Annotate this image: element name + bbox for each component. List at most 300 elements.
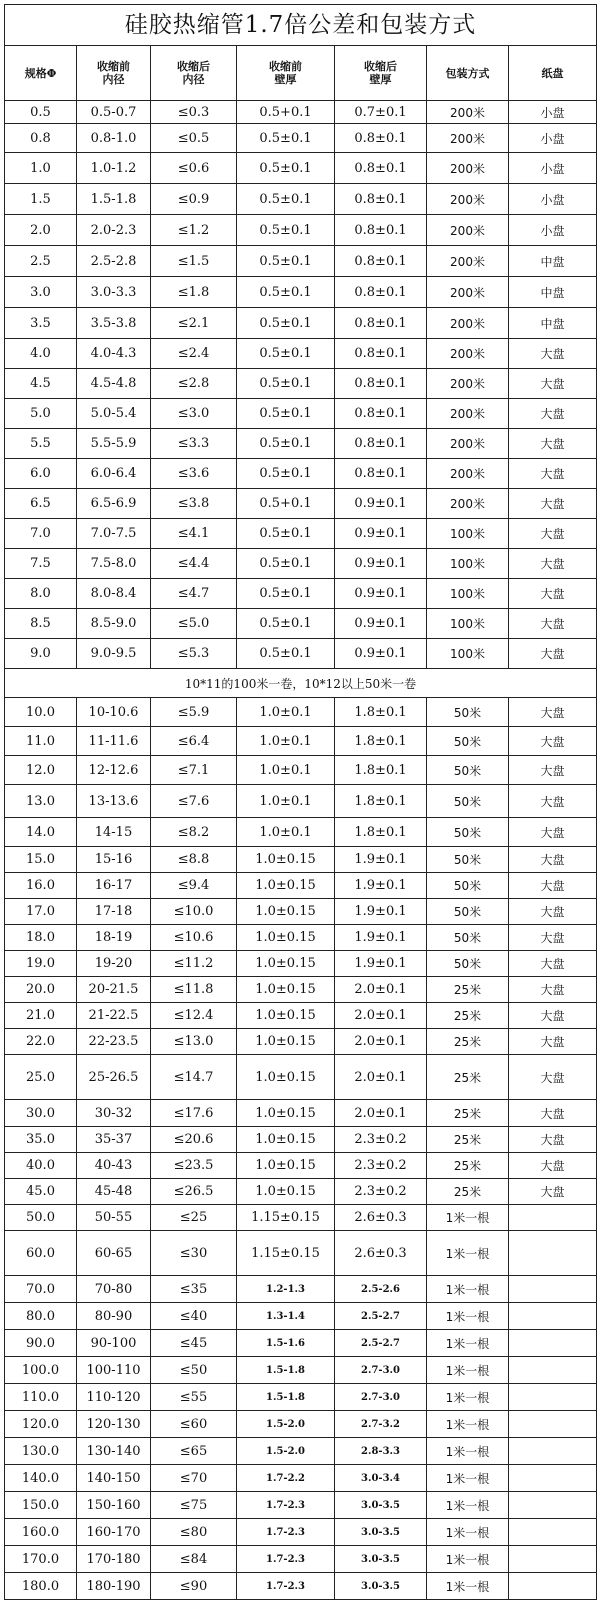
table-cell: 1.7-2.3 <box>237 1519 335 1546</box>
table-cell: 10-10.6 <box>77 698 151 727</box>
table-cell: 14-15 <box>77 818 151 847</box>
table-cell: 大盘 <box>509 785 597 818</box>
table-cell: 25米 <box>427 1100 509 1127</box>
table-row <box>5 1231 597 1276</box>
table-cell: 170-180 <box>77 1546 151 1573</box>
table-cell: 130.0 <box>5 1438 77 1465</box>
table-body <box>5 101 597 1600</box>
table-row <box>5 1303 597 1330</box>
table-cell: 0.8±0.1 <box>335 184 427 215</box>
table-cell: 180.0 <box>5 1573 77 1600</box>
table-cell: ≤10.6 <box>151 925 237 951</box>
table-cell: 11.0 <box>5 727 77 756</box>
spec-sheet <box>4 4 596 1600</box>
table-cell: 1.0±0.15 <box>237 899 335 925</box>
table-cell: 0.8±0.1 <box>335 429 427 459</box>
table-cell: 25米 <box>427 1179 509 1205</box>
table-row <box>5 698 597 727</box>
table-cell <box>509 1438 597 1465</box>
table-cell: 25.0 <box>5 1055 77 1100</box>
table-cell: 0.8±0.1 <box>335 215 427 246</box>
table-cell <box>509 1276 597 1303</box>
table-cell: 200米 <box>427 246 509 277</box>
table-cell: 大盘 <box>509 609 597 639</box>
table-cell: 1.9±0.1 <box>335 925 427 951</box>
table-cell: 0.9±0.1 <box>335 489 427 519</box>
column-header: 收缩后 内径 <box>151 46 237 101</box>
table-cell: 50米 <box>427 951 509 977</box>
table-cell: 1.0±0.1 <box>237 785 335 818</box>
table-cell: ≤55 <box>151 1384 237 1411</box>
table-cell: ≤1.5 <box>151 246 237 277</box>
table-cell: ≤3.0 <box>151 399 237 429</box>
table-cell: 7.5-8.0 <box>77 549 151 579</box>
table-cell: ≤45 <box>151 1330 237 1357</box>
table-row <box>5 1519 597 1546</box>
table-cell: 50米 <box>427 847 509 873</box>
table-row <box>5 1546 597 1573</box>
table-cell: 2.5-2.7 <box>335 1303 427 1330</box>
table-cell: ≤6.4 <box>151 727 237 756</box>
table-cell: 1米一根 <box>427 1330 509 1357</box>
table-cell: 50米 <box>427 727 509 756</box>
table-cell: ≤75 <box>151 1492 237 1519</box>
table-cell: 6.0-6.4 <box>77 459 151 489</box>
table-cell: 30.0 <box>5 1100 77 1127</box>
table-cell: 0.5±0.1 <box>237 609 335 639</box>
table-cell: 1.8±0.1 <box>335 818 427 847</box>
table-cell: 0.8±0.1 <box>335 246 427 277</box>
table-cell: 1.3-1.4 <box>237 1303 335 1330</box>
table-cell: 4.5 <box>5 369 77 399</box>
column-header: 收缩后 壁厚 <box>335 46 427 101</box>
table-cell <box>509 1492 597 1519</box>
table-cell: 1米一根 <box>427 1438 509 1465</box>
table-cell: 小盘 <box>509 153 597 184</box>
table-cell: 0.5+0.1 <box>237 101 335 124</box>
table-cell: 2.0±0.1 <box>335 977 427 1003</box>
table-cell: ≤5.9 <box>151 698 237 727</box>
table-cell: ≤1.8 <box>151 277 237 308</box>
table-cell: 1.0 <box>5 153 77 184</box>
table-cell: 50米 <box>427 818 509 847</box>
table-row <box>5 756 597 785</box>
table-cell: 6.5 <box>5 489 77 519</box>
table-cell: 1.5-1.6 <box>237 1330 335 1357</box>
table-cell: 1.7-2.3 <box>237 1573 335 1600</box>
table-cell: 7.0 <box>5 519 77 549</box>
table-cell: 0.5±0.1 <box>237 639 335 669</box>
table-cell <box>509 1357 597 1384</box>
table-cell: 3.0-3.5 <box>335 1492 427 1519</box>
table-row <box>5 1153 597 1179</box>
table-cell: 1.8±0.1 <box>335 727 427 756</box>
table-cell: 0.7±0.1 <box>335 101 427 124</box>
table-cell: 200米 <box>427 429 509 459</box>
table-cell: ≤3.3 <box>151 429 237 459</box>
column-header: 纸盘 <box>509 46 597 101</box>
table-row <box>5 1492 597 1519</box>
table-cell <box>509 1465 597 1492</box>
table-cell: 大盘 <box>509 727 597 756</box>
table-cell: 大盘 <box>509 399 597 429</box>
table-cell: 大盘 <box>509 756 597 785</box>
table-cell: ≤2.8 <box>151 369 237 399</box>
table-cell: ≤0.3 <box>151 101 237 124</box>
table-cell: 3.0-3.4 <box>335 1465 427 1492</box>
table-row <box>5 369 597 399</box>
table-cell: 200米 <box>427 153 509 184</box>
table-cell: 2.0±0.1 <box>335 1029 427 1055</box>
table-cell: 200米 <box>427 459 509 489</box>
table-cell: 0.8±0.1 <box>335 339 427 369</box>
table-cell: 0.5±0.1 <box>237 153 335 184</box>
table-cell: 150.0 <box>5 1492 77 1519</box>
table-cell: 200米 <box>427 184 509 215</box>
table-cell: ≤0.5 <box>151 124 237 153</box>
table-cell: 1米一根 <box>427 1411 509 1438</box>
table-cell: 25米 <box>427 1153 509 1179</box>
table-cell: 1.0±0.15 <box>237 1055 335 1100</box>
table-cell: 45.0 <box>5 1179 77 1205</box>
table-cell: 大盘 <box>509 489 597 519</box>
table-cell: 1.0±0.15 <box>237 847 335 873</box>
table-cell: 大盘 <box>509 925 597 951</box>
table-cell: 1.5-1.8 <box>237 1357 335 1384</box>
table-cell: 100-110 <box>77 1357 151 1384</box>
table-cell: 13-13.6 <box>77 785 151 818</box>
table-cell: 200米 <box>427 124 509 153</box>
table-cell: ≤25 <box>151 1205 237 1231</box>
table-cell: 0.5 <box>5 101 77 124</box>
table-cell: ≤0.9 <box>151 184 237 215</box>
table-cell: 1.0±0.15 <box>237 925 335 951</box>
table-cell: 3.0-3.5 <box>335 1546 427 1573</box>
page-title: 硅胶热缩管1.7倍公差和包装方式 <box>5 5 597 46</box>
table-cell: 0.9±0.1 <box>335 579 427 609</box>
table-cell: 0.9±0.1 <box>335 519 427 549</box>
table-cell: 2.5-2.6 <box>335 1276 427 1303</box>
table-row <box>5 847 597 873</box>
table-cell: ≤35 <box>151 1276 237 1303</box>
table-cell: 1.5-2.0 <box>237 1411 335 1438</box>
table-cell: 100米 <box>427 579 509 609</box>
table-cell: 20.0 <box>5 977 77 1003</box>
table-cell: 2.0±0.1 <box>335 1055 427 1100</box>
table-cell: 9.0-9.5 <box>77 639 151 669</box>
table-cell: 200米 <box>427 308 509 339</box>
table-cell: 200米 <box>427 277 509 308</box>
table-cell <box>509 1205 597 1231</box>
table-cell: 大盘 <box>509 873 597 899</box>
table-row <box>5 1276 597 1303</box>
table-cell: 1.0±0.15 <box>237 951 335 977</box>
table-cell: 0.8±0.1 <box>335 124 427 153</box>
table-cell: ≤8.8 <box>151 847 237 873</box>
table-row <box>5 639 597 669</box>
table-cell: 120-130 <box>77 1411 151 1438</box>
table-cell: 1米一根 <box>427 1303 509 1330</box>
table-cell: 1.0±0.15 <box>237 1003 335 1029</box>
table-cell: 小盘 <box>509 124 597 153</box>
table-cell: ≤4.4 <box>151 549 237 579</box>
table-cell: 0.9±0.1 <box>335 639 427 669</box>
table-cell: 14.0 <box>5 818 77 847</box>
table-cell: 1.0±0.15 <box>237 1029 335 1055</box>
table-cell: 35-37 <box>77 1127 151 1153</box>
table-cell: 9.0 <box>5 639 77 669</box>
table-row <box>5 549 597 579</box>
table-cell: 大盘 <box>509 1179 597 1205</box>
column-header: 规格Φ <box>5 46 77 101</box>
table-cell: ≤50 <box>151 1357 237 1384</box>
table-cell: ≤9.4 <box>151 873 237 899</box>
table-cell: 19.0 <box>5 951 77 977</box>
table-cell: 2.0 <box>5 215 77 246</box>
table-row <box>5 308 597 339</box>
table-cell: 大盘 <box>509 639 597 669</box>
table-cell: 大盘 <box>509 429 597 459</box>
table-cell <box>509 1519 597 1546</box>
table-cell: 25米 <box>427 1055 509 1100</box>
table-cell: 0.5±0.1 <box>237 399 335 429</box>
table-cell: 大盘 <box>509 459 597 489</box>
table-cell: 110.0 <box>5 1384 77 1411</box>
table-cell: 大盘 <box>509 1029 597 1055</box>
table-cell: 25米 <box>427 1127 509 1153</box>
table-cell: ≤0.6 <box>151 153 237 184</box>
table-cell: 1.8±0.1 <box>335 785 427 818</box>
table-cell: 1.0±0.15 <box>237 1127 335 1153</box>
table-row <box>5 1100 597 1127</box>
table-cell: 11-11.6 <box>77 727 151 756</box>
table-cell: 10.0 <box>5 698 77 727</box>
table-cell: 小盘 <box>509 184 597 215</box>
table-cell: ≤70 <box>151 1465 237 1492</box>
table-cell: 15.0 <box>5 847 77 873</box>
table-cell: 1.9±0.1 <box>335 951 427 977</box>
table-cell: 140.0 <box>5 1465 77 1492</box>
table-cell: 0.5±0.1 <box>237 339 335 369</box>
table-row <box>5 818 597 847</box>
table-cell: 0.8±0.1 <box>335 369 427 399</box>
table-cell: 5.5-5.9 <box>77 429 151 459</box>
table-cell: 1.5-1.8 <box>237 1384 335 1411</box>
table-row <box>5 459 597 489</box>
table-cell <box>509 1573 597 1600</box>
table-cell: 大盘 <box>509 519 597 549</box>
table-cell: 140-150 <box>77 1465 151 1492</box>
table-cell: 5.5 <box>5 429 77 459</box>
table-cell: 0.5±0.1 <box>237 124 335 153</box>
table-row <box>5 899 597 925</box>
table-row <box>5 277 597 308</box>
table-cell: 80-90 <box>77 1303 151 1330</box>
table-cell: 3.5 <box>5 308 77 339</box>
table-cell <box>509 1231 597 1276</box>
table-cell: ≤40 <box>151 1303 237 1330</box>
table-cell: 15-16 <box>77 847 151 873</box>
table-cell: 1米一根 <box>427 1384 509 1411</box>
table-cell: 大盘 <box>509 1127 597 1153</box>
table-cell: 2.0±0.1 <box>335 1003 427 1029</box>
table-cell: 1米一根 <box>427 1573 509 1600</box>
table-cell: ≤7.6 <box>151 785 237 818</box>
table-cell: 50米 <box>427 785 509 818</box>
table-cell: 170.0 <box>5 1546 77 1573</box>
table-cell: 180-190 <box>77 1573 151 1600</box>
table-cell: 40-43 <box>77 1153 151 1179</box>
table-cell: 200米 <box>427 399 509 429</box>
table-cell: ≤26.5 <box>151 1179 237 1205</box>
table-cell: ≤13.0 <box>151 1029 237 1055</box>
table-cell: 2.3±0.2 <box>335 1179 427 1205</box>
table-cell: 大盘 <box>509 818 597 847</box>
table-row <box>5 489 597 519</box>
table-cell: 7.5 <box>5 549 77 579</box>
table-cell: 110-120 <box>77 1384 151 1411</box>
table-cell: 0.5±0.1 <box>237 246 335 277</box>
table-cell: 大盘 <box>509 847 597 873</box>
table-cell: 25-26.5 <box>77 1055 151 1100</box>
table-cell: 200米 <box>427 101 509 124</box>
table-cell: ≤14.7 <box>151 1055 237 1100</box>
table-cell: 1.9±0.1 <box>335 847 427 873</box>
table-row <box>5 1357 597 1384</box>
table-cell: ≤2.4 <box>151 339 237 369</box>
table-cell: 大盘 <box>509 698 597 727</box>
table-cell: 5.0 <box>5 399 77 429</box>
table-cell: 1.7-2.3 <box>237 1546 335 1573</box>
table-cell: 1.2-1.3 <box>237 1276 335 1303</box>
table-cell: 1.8±0.1 <box>335 698 427 727</box>
table-cell: 30-32 <box>77 1100 151 1127</box>
table-cell: 0.5±0.1 <box>237 429 335 459</box>
table-row <box>5 1003 597 1029</box>
table-cell: 大盘 <box>509 977 597 1003</box>
table-cell: 2.0-2.3 <box>77 215 151 246</box>
table-cell: 60-65 <box>77 1231 151 1276</box>
table-row <box>5 246 597 277</box>
table-cell: 8.5-9.0 <box>77 609 151 639</box>
note-row <box>5 669 597 698</box>
table-cell: 20-21.5 <box>77 977 151 1003</box>
table-cell: 大盘 <box>509 339 597 369</box>
table-row <box>5 727 597 756</box>
table-cell: 4.0 <box>5 339 77 369</box>
table-row <box>5 1029 597 1055</box>
column-header: 收缩前 壁厚 <box>237 46 335 101</box>
table-cell: 1.0±0.15 <box>237 977 335 1003</box>
table-cell: 70-80 <box>77 1276 151 1303</box>
table-cell: 1米一根 <box>427 1205 509 1231</box>
table-cell: ≤84 <box>151 1546 237 1573</box>
header-row <box>5 46 597 101</box>
table-cell: 1米一根 <box>427 1357 509 1384</box>
table-cell: 130-140 <box>77 1438 151 1465</box>
table-cell: 小盘 <box>509 101 597 124</box>
column-header: 收缩前 内径 <box>77 46 151 101</box>
table-cell: ≤2.1 <box>151 308 237 339</box>
table-cell: 大盘 <box>509 1003 597 1029</box>
table-cell: 120.0 <box>5 1411 77 1438</box>
table-cell: 40.0 <box>5 1153 77 1179</box>
table-cell: 1米一根 <box>427 1276 509 1303</box>
table-cell: 0.8±0.1 <box>335 308 427 339</box>
table-cell: 大盘 <box>509 899 597 925</box>
table-cell: 0.5-0.7 <box>77 101 151 124</box>
table-cell: 19-20 <box>77 951 151 977</box>
table-row <box>5 925 597 951</box>
table-cell: 1.0±0.15 <box>237 1153 335 1179</box>
table-cell: 大盘 <box>509 1100 597 1127</box>
table-cell: 1.5-2.0 <box>237 1438 335 1465</box>
table-cell: 1.15±0.15 <box>237 1205 335 1231</box>
table-cell: 1米一根 <box>427 1546 509 1573</box>
table-cell <box>509 1330 597 1357</box>
table-cell: 0.5±0.1 <box>237 549 335 579</box>
table-row <box>5 215 597 246</box>
table-cell: 18-19 <box>77 925 151 951</box>
table-cell: 大盘 <box>509 369 597 399</box>
table-cell: ≤11.2 <box>151 951 237 977</box>
table-cell: 100米 <box>427 639 509 669</box>
table-cell: 70.0 <box>5 1276 77 1303</box>
table-cell: ≤7.1 <box>151 756 237 785</box>
table-cell: 1.0±0.1 <box>237 818 335 847</box>
table-row <box>5 429 597 459</box>
table-cell: 4.0-4.3 <box>77 339 151 369</box>
table-cell: ≤8.2 <box>151 818 237 847</box>
table-cell: 0.5+0.1 <box>237 489 335 519</box>
table-cell: 2.8-3.3 <box>335 1438 427 1465</box>
table-cell: 6.0 <box>5 459 77 489</box>
table-cell: 1.0±0.1 <box>237 698 335 727</box>
table-cell: 22-23.5 <box>77 1029 151 1055</box>
table-cell: 50米 <box>427 899 509 925</box>
table-cell: 0.5±0.1 <box>237 369 335 399</box>
table-cell: 7.0-7.5 <box>77 519 151 549</box>
table-cell <box>509 1303 597 1330</box>
table-cell: ≤4.1 <box>151 519 237 549</box>
table-cell: 12.0 <box>5 756 77 785</box>
table-cell: 中盘 <box>509 277 597 308</box>
table-cell: 0.5±0.1 <box>237 277 335 308</box>
table-cell: 17.0 <box>5 899 77 925</box>
table-cell: 0.5±0.1 <box>237 184 335 215</box>
table-cell: 小盘 <box>509 215 597 246</box>
table-cell: ≤23.5 <box>151 1153 237 1179</box>
table-cell: 12-12.6 <box>77 756 151 785</box>
table-row <box>5 184 597 215</box>
table-cell: ≤90 <box>151 1573 237 1600</box>
table-cell: ≤65 <box>151 1438 237 1465</box>
table-cell: 1.5 <box>5 184 77 215</box>
table-cell: 3.0 <box>5 277 77 308</box>
table-row <box>5 1127 597 1153</box>
table-cell: 21-22.5 <box>77 1003 151 1029</box>
column-header: 包装方式 <box>427 46 509 101</box>
table-cell: ≤1.2 <box>151 215 237 246</box>
table-cell: 50-55 <box>77 1205 151 1231</box>
table-cell: 200米 <box>427 369 509 399</box>
table-cell: 3.0-3.3 <box>77 277 151 308</box>
table-cell: 0.8±0.1 <box>335 153 427 184</box>
table-cell: 大盘 <box>509 951 597 977</box>
table-cell: 2.7-3.2 <box>335 1411 427 1438</box>
table-cell <box>509 1411 597 1438</box>
table-cell: 1.7-2.3 <box>237 1492 335 1519</box>
